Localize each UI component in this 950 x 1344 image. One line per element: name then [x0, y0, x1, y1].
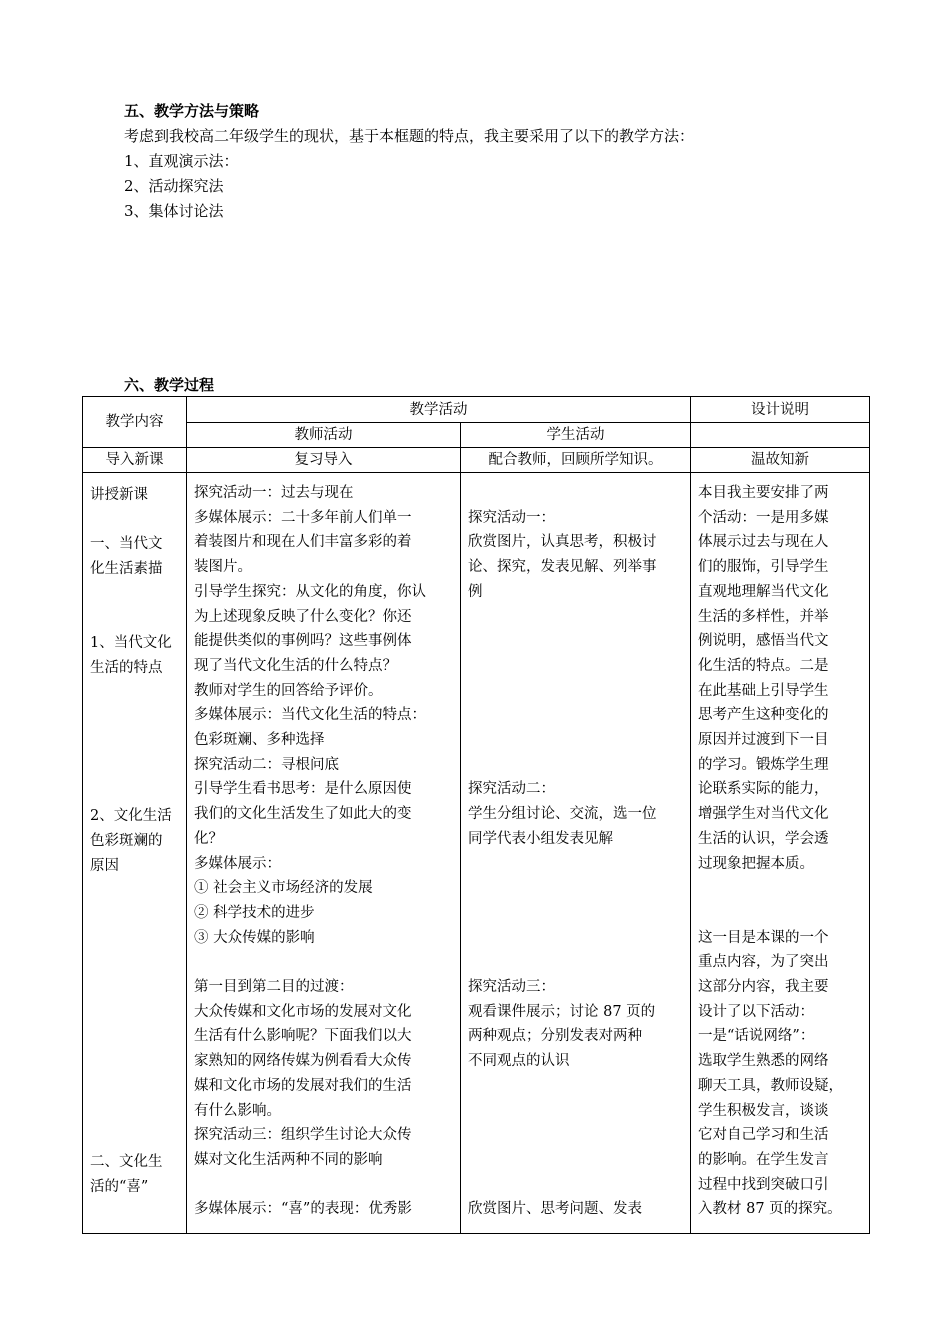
- section5-intro: 考虑到我校高二年级学生的现状，基于本框题的特点，我主要采用了以下的教学方法：: [124, 127, 695, 145]
- row1-student: 配合教师，回顾所学知识。: [461, 448, 691, 473]
- row2-design-cell: [691, 473, 870, 1234]
- row2-content: 讲授新课 一、当代文 化生活素描 1、当代文化 生活的特点 2、文化生活 色彩斑斓的 原因 二、文化生 活的“喜”: [90, 487, 172, 1195]
- row2-teacher: 探究活动一：过去与现在 多媒体展示：二十多年前人们单一 着装图片和现在人们丰富多彩的着 装图片。 引导学生探究：从文化的角度，你认 为上述现象反映了什么变化？你还 能提供类似的事例吗？这些事例体 现了当代文化生活的什么特点？ 教师对学生的回答给予评价。 多媒体展示：当代文化生活的特点： 色彩斑斓、多种选择 探究活动二：寻根问底 引导学生看书思考：是什么原因使 我们的文化生活发生了如此大的变 化？ 多媒体展示： ① 社会主义市场经济的发展 ② 科学技术的进步 ③ 大众传媒的影响 第一目到第二目的过渡： 大众传媒和文化市场的发展对文化 生活有什么影响呢？下面我们以大 家熟知的网络传媒为例看看大众传 媒和文化市场的发展对我们的生活 有什么影响。 探究活动三：组织学生讨论大众传 媒对文化生活两种不同的影响 多媒体展示：“喜”的表现：优秀影: [194, 485, 426, 1218]
- header-student: 学生活动: [461, 423, 691, 448]
- section6-title: 六、教学过程: [124, 376, 215, 394]
- row2-student-cell: [461, 473, 691, 1234]
- header-teacher: 教师活动: [187, 423, 461, 448]
- method-item: 1、直观演示法：: [124, 152, 239, 170]
- header-design: 设计说明: [691, 397, 870, 423]
- teaching-process-table: [82, 396, 870, 1234]
- row2-content-cell: [83, 473, 187, 1234]
- header-activity: 教学活动: [187, 397, 691, 423]
- row2-design: 本目我主要安排了两 个活动：一是用多媒 体展示过去与现在人 们的服饰，引导学生 直观地理解当代文化 生活的多样性，并举 例说明，感悟当代文 化生活的特点。二是 在此基础上引导学生 思考产生这种变化的 原因并过渡到下一目 的学习。锻炼学生理 论联系实际的能力， 增强学生对当代文化 生活的认识，学会透 过现象把握本质。 这一目是本课的一个 重点内容，为了突出 这部分内容，我主要 设计了以下活动： 一是“话说网络”： 选取学生熟悉的网络 聊天工具，教师设疑， 学生积极发言，谈谈 它对自己学习和生活 的影响。在学生发言 过程中找到突破口引 入教材 87 页的探究。: [698, 485, 843, 1218]
- method-item: 2、活动探究法: [124, 177, 224, 195]
- row1-content: 导入新课: [83, 448, 187, 473]
- header-empty: [691, 423, 870, 448]
- row2-teacher-cell: [187, 473, 461, 1234]
- row2-student: 探究活动一： 欣赏图片，认真思考，积极讨 论、探究，发表见解、列举事 例 探究活动二： 学生分组讨论、交流，选一位 同学代表小组发表见解 探究活动三： 观看课件展示；讨论 87 页的 两种观点；分别发表对两种 不同观点的认识 欣赏图片、思考问题、发表: [468, 509, 657, 1218]
- method-item: 3、集体讨论法: [124, 202, 224, 220]
- row1-teacher: 复习导入: [187, 448, 461, 473]
- header-content: 教学内容: [83, 397, 187, 448]
- section5-title: 五、教学方法与策略: [124, 102, 260, 120]
- row1-design: 温故知新: [691, 448, 870, 473]
